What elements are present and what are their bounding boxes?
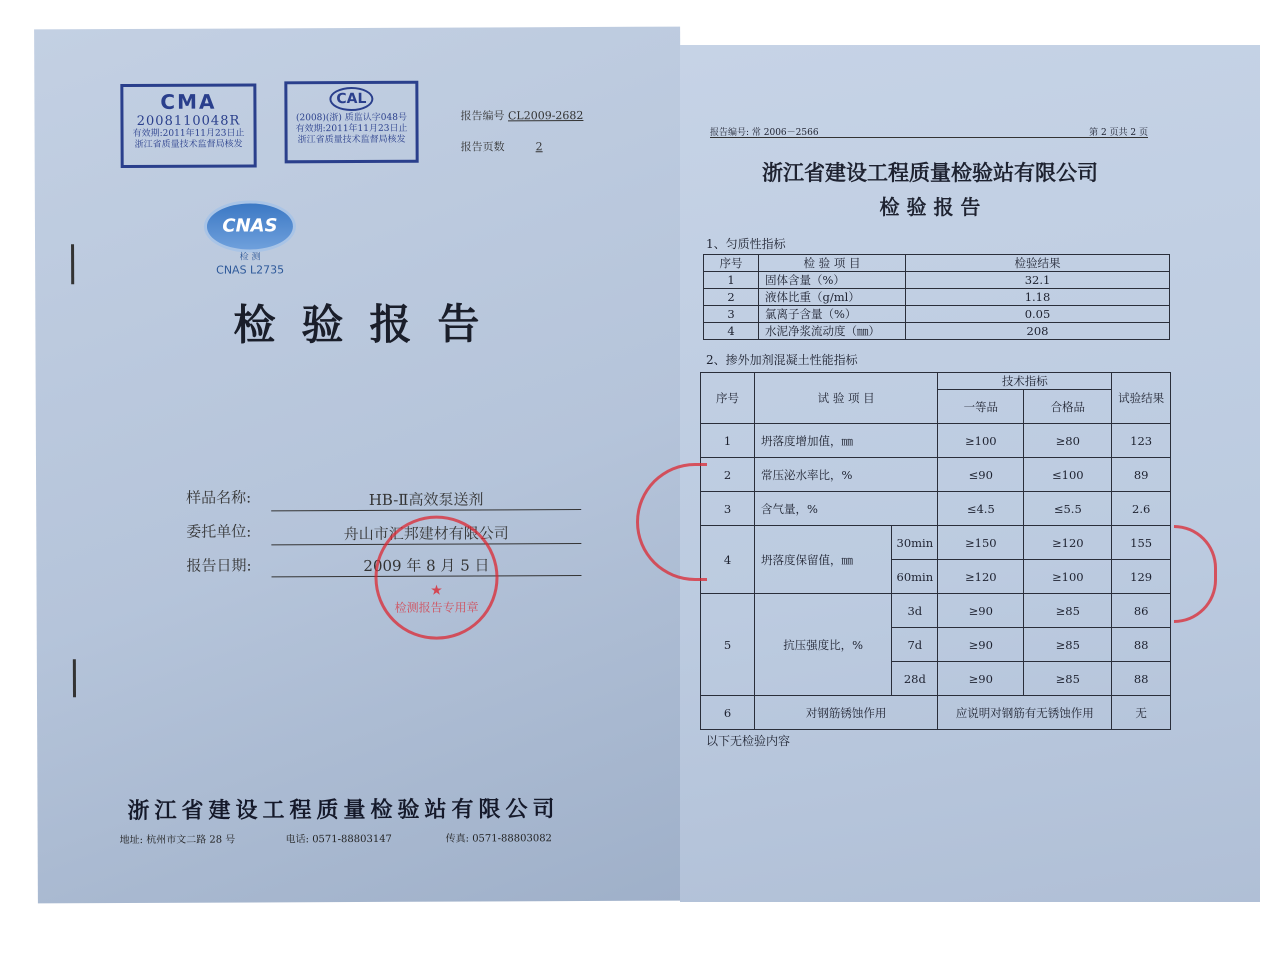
cell: 液体比重（g/ml）	[759, 289, 906, 306]
cell: 2.6	[1112, 492, 1171, 526]
uniformity-table	[703, 254, 1170, 340]
cell: 5	[701, 594, 755, 696]
cell: ≤5.5	[1024, 492, 1112, 526]
table-row	[704, 272, 1170, 289]
cell: 1.18	[906, 289, 1170, 306]
footnote: 以下无检验内容	[706, 734, 791, 748]
seal-text: 检测报告专用章	[394, 600, 479, 615]
table-row	[701, 458, 1171, 492]
concrete-performance-table	[700, 372, 1171, 730]
col-no: 序号	[704, 255, 759, 272]
header-report-number: 报告编号: 常 2006－2566	[710, 128, 819, 138]
cal-validity: 有效期:2011年11月23日止	[295, 123, 408, 135]
cell: 28d	[892, 662, 938, 696]
cell: 对钢筋锈蚀作用	[755, 696, 938, 730]
cell: 应说明对钢筋有无锈蚀作用	[938, 696, 1112, 730]
cell: ≥150	[938, 526, 1024, 560]
cnas-logo	[195, 200, 305, 276]
cnas-emblem: CNAS	[204, 200, 296, 252]
cell: ≥85	[1024, 628, 1112, 662]
cell: ≥90	[938, 594, 1024, 628]
header-page-info: 第 2 页共 2 页	[1089, 128, 1148, 138]
cnas-sub: 检 测	[239, 252, 261, 263]
cell: ≥90	[938, 628, 1024, 662]
company-title: 浙江省建设工程质量检验站有限公司	[762, 161, 1098, 185]
cell: 30min	[892, 526, 938, 560]
table-row	[701, 696, 1171, 730]
table-row	[704, 306, 1170, 323]
report-pages	[461, 138, 571, 154]
table-row	[701, 424, 1171, 458]
report-pages-label: 报告页数	[460, 140, 505, 154]
address: 地址: 杭州市文二路 28 号	[119, 834, 236, 847]
col-spec: 技术指标	[938, 373, 1112, 390]
cell: 含气量，%	[755, 492, 938, 526]
cell: ≥100	[1024, 560, 1112, 594]
table-row	[701, 526, 1171, 560]
cell: ≤4.5	[938, 492, 1024, 526]
col-grade1: 一等品	[938, 390, 1024, 424]
section1-title: 1、匀质性指标	[706, 237, 786, 251]
cell: 89	[1112, 458, 1171, 492]
cal-stamp	[284, 81, 418, 164]
col-item: 试 验 项 目	[755, 373, 938, 424]
section2	[700, 351, 1171, 749]
cell: 155	[1112, 526, 1171, 560]
cell: 无	[1112, 696, 1171, 730]
cell: 坍落度保留值，㎜	[755, 526, 892, 594]
col-result: 试验结果	[1112, 373, 1171, 424]
cell: 60min	[892, 560, 938, 594]
table-row	[701, 594, 1171, 628]
cma-issuer: 浙江省质量技术监督局核发	[134, 139, 243, 150]
cal-issuer: 浙江省质量技术监督局核发	[297, 134, 406, 146]
cell: ≤100	[1024, 458, 1112, 492]
cell: ≤90	[938, 458, 1024, 492]
report-pages-value: 2	[535, 140, 543, 154]
cell: 88	[1112, 662, 1171, 696]
cell: 88	[1112, 628, 1171, 662]
cell: ≥85	[1024, 594, 1112, 628]
report-date-value: 2009 年 8 月 5 日	[271, 555, 581, 577]
cell: 抗压强度比，%	[755, 594, 892, 696]
cell: 氯离子含量（%）	[759, 306, 906, 323]
report-cover-page	[34, 27, 684, 904]
cell: 123	[1112, 424, 1171, 458]
client-value: 舟山市汇邦建材有限公司	[271, 523, 581, 545]
cal-number: (2008)(浙) 质监认字048号	[295, 112, 408, 124]
col-result: 检验结果	[906, 255, 1170, 272]
report-date-label: 报告日期:	[186, 556, 252, 575]
cell: 32.1	[906, 272, 1170, 289]
cell: 固体含量（%）	[759, 272, 906, 289]
cma-stamp	[120, 83, 256, 168]
cma-number: 2008110048R	[136, 113, 241, 129]
cell: 129	[1112, 560, 1171, 594]
red-seal-partial	[1174, 525, 1217, 623]
cell: 常压泌水率比，%	[755, 458, 938, 492]
sample-name-label: 样品名称:	[186, 488, 252, 507]
cell: 2	[704, 289, 759, 306]
section2-title: 2、掺外加剂混凝土性能指标	[706, 353, 858, 367]
cell: 3d	[892, 594, 938, 628]
cell: 1	[701, 424, 755, 458]
col-no: 序号	[701, 373, 755, 424]
report-number-value: CL2009-2682	[507, 109, 584, 123]
cell: ≥120	[1024, 526, 1112, 560]
cma-validity: 有效期:2011年11月23日止	[132, 128, 245, 139]
cell: 3	[704, 306, 759, 323]
red-seal	[374, 515, 499, 640]
cell: ≥120	[938, 560, 1024, 594]
cnas-code: CNAS L2735	[216, 263, 285, 277]
cell: 水泥净浆流动度（㎜）	[759, 323, 906, 340]
cell: ≥80	[1024, 424, 1112, 458]
client-label: 委托单位:	[186, 522, 252, 541]
cma-logo: CMA	[160, 89, 217, 114]
report-number	[460, 107, 583, 124]
cell: 4	[701, 526, 755, 594]
table-row	[704, 323, 1170, 340]
cell: ≥100	[938, 424, 1024, 458]
binding-mark	[71, 244, 74, 284]
page-header	[710, 125, 1148, 138]
table-row	[701, 492, 1171, 526]
cover-title: 检验报告	[233, 299, 506, 350]
sample-name-value: HB-Ⅱ高效泵送剂	[271, 489, 581, 511]
cell: ≥85	[1024, 662, 1112, 696]
table-header	[704, 255, 1170, 272]
report-number-label: 报告编号	[460, 109, 505, 123]
col-qualified: 合格品	[1024, 390, 1112, 424]
cell: 6	[701, 696, 755, 730]
cal-logo: CAL	[329, 87, 373, 111]
fax: 传真: 0571-88803082	[445, 833, 552, 845]
report-title: 检 验 报 告	[879, 195, 981, 219]
cell: ≥90	[938, 662, 1024, 696]
cell: 2	[701, 458, 755, 492]
cell: 7d	[892, 628, 938, 662]
company-name: 浙江省建设工程质量检验站有限公司	[127, 797, 560, 825]
table-header	[701, 373, 1171, 390]
binding-mark	[73, 659, 76, 697]
seal-star-icon: ★	[430, 582, 443, 599]
cell: 4	[704, 323, 759, 340]
cell: 86	[1112, 594, 1171, 628]
cell: 坍落度增加值，㎜	[755, 424, 938, 458]
phone: 电话: 0571-88803147	[285, 833, 392, 846]
table-row	[704, 289, 1170, 306]
cell: 208	[906, 323, 1170, 340]
col-item: 检 验 项 目	[759, 255, 906, 272]
cell: 3	[701, 492, 755, 526]
cell: 1	[704, 272, 759, 289]
report-results-page	[680, 45, 1260, 902]
cell: 0.05	[906, 306, 1170, 323]
